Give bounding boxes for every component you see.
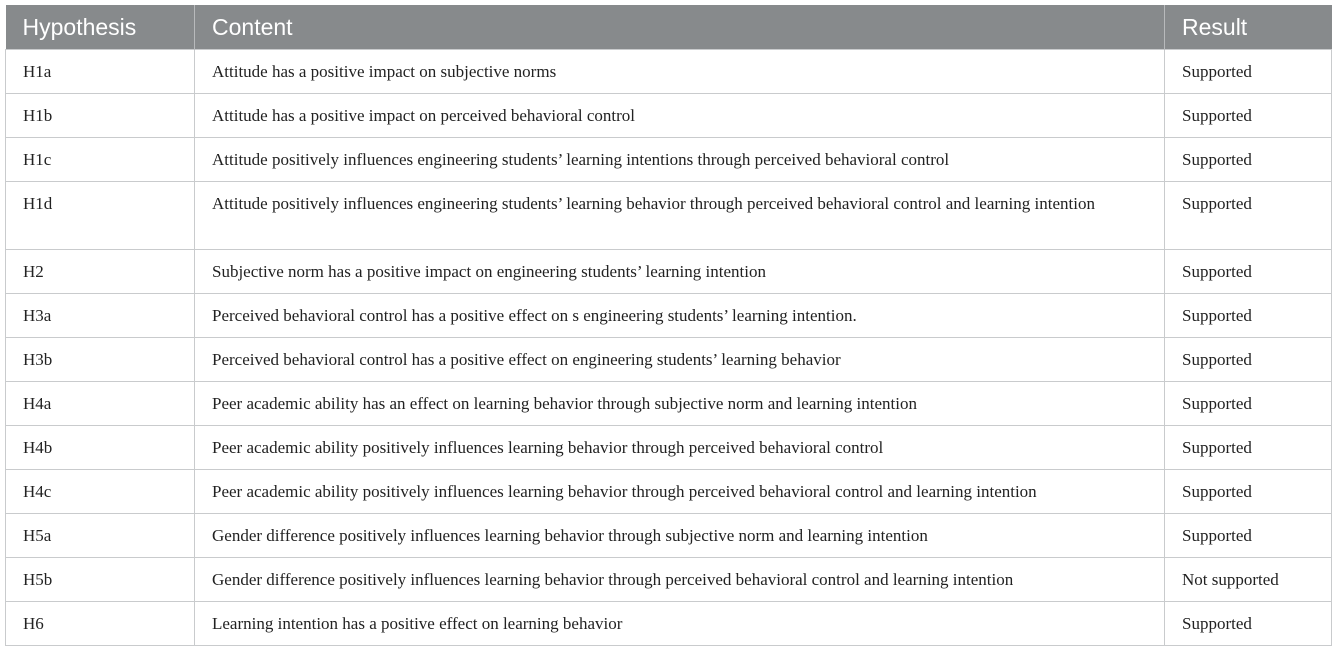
hypothesis-id: H5a <box>6 514 195 558</box>
hypothesis-id: H4b <box>6 426 195 470</box>
table-body <box>6 50 1332 646</box>
hypothesis-id: H2 <box>6 250 195 294</box>
hypothesis-content: Perceived behavioral control has a positive effect on engineering students’ learning behavior <box>195 338 1165 382</box>
hypothesis-content: Peer academic ability positively influences learning behavior through perceived behavioral control <box>195 426 1165 470</box>
table-row <box>6 94 1332 138</box>
hypothesis-result: Supported <box>1165 514 1332 558</box>
table-row <box>6 50 1332 94</box>
table-row <box>6 382 1332 426</box>
hypothesis-content: Gender difference positively influences learning behavior through subjective norm and learning intention <box>195 514 1165 558</box>
hypothesis-table-container <box>5 5 1331 646</box>
hypothesis-result: Supported <box>1165 250 1332 294</box>
hypothesis-result: Supported <box>1165 94 1332 138</box>
table-row <box>6 514 1332 558</box>
hypothesis-content: Attitude has a positive impact on perceived behavioral control <box>195 94 1165 138</box>
hypothesis-content: Attitude positively influences engineering students’ learning intentions through perceived behavioral control <box>195 138 1165 182</box>
table-row <box>6 470 1332 514</box>
hypothesis-result: Supported <box>1165 602 1332 646</box>
header-result: Result <box>1165 5 1332 50</box>
hypothesis-content: Attitude positively influences engineering students’ learning behavior through perceived behavioral control and learning intention <box>195 182 1165 250</box>
header-hypothesis: Hypothesis <box>6 5 195 50</box>
table-row <box>6 294 1332 338</box>
hypothesis-id: H5b <box>6 558 195 602</box>
hypothesis-result: Supported <box>1165 426 1332 470</box>
hypothesis-id: H4a <box>6 382 195 426</box>
hypothesis-content: Peer academic ability positively influences learning behavior through perceived behavioral control and learning intention <box>195 470 1165 514</box>
hypothesis-id: H3a <box>6 294 195 338</box>
table-header <box>6 5 1332 50</box>
hypothesis-id: H1c <box>6 138 195 182</box>
hypothesis-result: Supported <box>1165 470 1332 514</box>
header-content: Content <box>195 5 1165 50</box>
hypothesis-result: Supported <box>1165 294 1332 338</box>
table-row <box>6 558 1332 602</box>
hypothesis-id: H6 <box>6 602 195 646</box>
hypothesis-result: Supported <box>1165 50 1332 94</box>
hypothesis-result: Not supported <box>1165 558 1332 602</box>
table-row <box>6 138 1332 182</box>
table-row <box>6 182 1332 250</box>
hypothesis-content: Gender difference positively influences learning behavior through perceived behavioral control and learning intention <box>195 558 1165 602</box>
hypothesis-id: H4c <box>6 470 195 514</box>
hypothesis-result: Supported <box>1165 182 1332 250</box>
hypothesis-content: Perceived behavioral control has a positive effect on s engineering students’ learning intention. <box>195 294 1165 338</box>
hypothesis-table <box>5 5 1332 646</box>
hypothesis-id: H1a <box>6 50 195 94</box>
hypothesis-id: H1b <box>6 94 195 138</box>
hypothesis-id: H3b <box>6 338 195 382</box>
hypothesis-content: Peer academic ability has an effect on learning behavior through subjective norm and learning intention <box>195 382 1165 426</box>
hypothesis-content: Subjective norm has a positive impact on engineering students’ learning intention <box>195 250 1165 294</box>
hypothesis-content: Learning intention has a positive effect on learning behavior <box>195 602 1165 646</box>
hypothesis-result: Supported <box>1165 382 1332 426</box>
table-row <box>6 250 1332 294</box>
header-row <box>6 5 1332 50</box>
hypothesis-result: Supported <box>1165 138 1332 182</box>
hypothesis-content: Attitude has a positive impact on subjective norms <box>195 50 1165 94</box>
hypothesis-id: H1d <box>6 182 195 250</box>
hypothesis-result: Supported <box>1165 338 1332 382</box>
table-row <box>6 602 1332 646</box>
table-row <box>6 338 1332 382</box>
table-row <box>6 426 1332 470</box>
